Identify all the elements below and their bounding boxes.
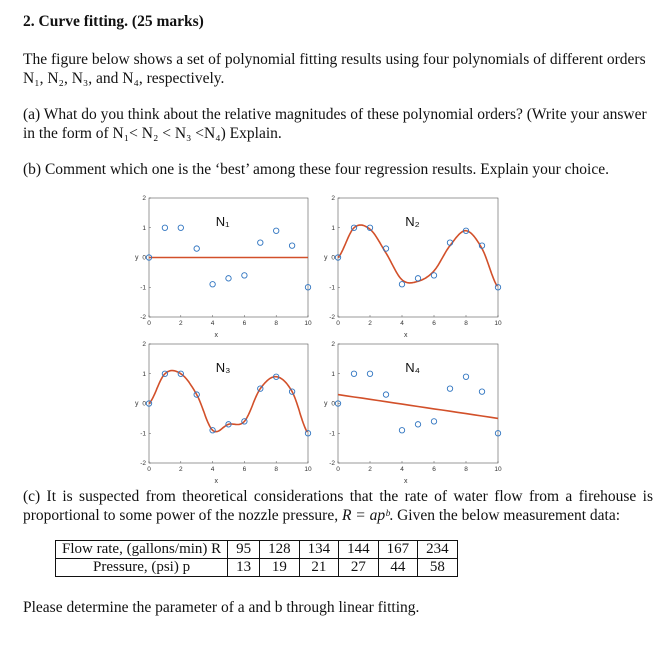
x-tick-label: 0 (147, 320, 151, 327)
y-tick-label: 1 (142, 370, 146, 378)
x-tick-label: 4 (400, 466, 404, 473)
row-label-pressure: Pressure, (psi) p (56, 559, 228, 577)
part-a-text: (a) What do you think about the relative magnitudes of these polynomial orders? (Write your answer in the form of N₁< N₂ < N₃ <N₄) Explain. (23, 106, 647, 142)
data-point (431, 419, 436, 424)
table-cell: 13 (228, 559, 260, 577)
data-point (399, 282, 404, 287)
x-tick-label: 0 (147, 466, 151, 473)
table-row (56, 541, 458, 559)
y-tick-label: 2 (331, 195, 335, 202)
x-tick-label: 6 (432, 320, 436, 327)
x-tick-label: 8 (274, 466, 279, 473)
y-tick-label: -1 (140, 430, 146, 438)
part-c-formula: R = apᵇ (341, 507, 390, 524)
data-point (194, 246, 199, 251)
y-axis-label: y (135, 254, 139, 262)
table-cell: 234 (418, 541, 458, 559)
closing-text: Please determine the parameter of a and b through linear fitting. (23, 599, 420, 616)
data-point (258, 240, 263, 245)
x-tick-label: 10 (304, 466, 312, 473)
x-tick-label: 4 (210, 466, 215, 473)
fit-curve (149, 371, 307, 433)
x-tick-label: 10 (494, 320, 502, 327)
intro-text: The figure below shows a set of polynomial fitting results using four polynomials of different orders N₁, N₂, N₃, and N₄, respectively. (23, 51, 646, 87)
table-cell: 44 (378, 559, 418, 577)
y-tick-label: -2 (140, 314, 146, 321)
y-tick-label: 2 (142, 195, 146, 202)
x-tick-label: 0 (336, 466, 340, 473)
plot-title: N₃ (215, 360, 231, 375)
x-tick-label: 2 (368, 320, 372, 327)
data-point (447, 386, 452, 391)
data-point (415, 276, 420, 281)
table-cell: 21 (299, 559, 339, 577)
row-label-flow: Flow rate, (gallons/min) R (56, 541, 228, 559)
plot-title: N₄ (405, 360, 420, 375)
data-point (351, 371, 356, 376)
x-tick-label: 4 (400, 320, 404, 327)
table-cell: 27 (339, 559, 379, 577)
data-point (162, 225, 167, 230)
data-point (210, 282, 215, 287)
y-tick-label: 1 (142, 224, 146, 232)
data-point (242, 273, 247, 278)
table-cell: 128 (260, 541, 300, 559)
x-axis-label: x (214, 478, 218, 485)
data-point (399, 428, 404, 433)
y-axis-label: y (135, 400, 139, 408)
part-c-text (23, 487, 653, 525)
y-tick-label: 1 (331, 224, 335, 232)
y-tick-label: 2 (142, 341, 146, 348)
part-b-text: (b) Comment which one is the ‘best’ among these four regression results. Explain your choice. (23, 161, 609, 178)
part-c-lead: (c) It is suspected from theoretical considerations that the rate of water flow from a firehouse is proportional to some power of the nozzle pressure, (23, 488, 653, 524)
data-point (367, 371, 372, 376)
y-tick-label: -2 (140, 460, 146, 467)
y-tick-label: -1 (140, 284, 146, 292)
table-cell: 58 (418, 559, 458, 577)
x-axis-label: x (404, 332, 408, 339)
fit-curve (338, 395, 498, 419)
data-point (383, 392, 388, 397)
x-tick-label: 6 (242, 320, 247, 327)
x-tick-label: 8 (464, 466, 468, 473)
x-tick-label: 4 (210, 320, 215, 327)
y-tick-label: 0 (142, 400, 146, 408)
y-axis-label: y (324, 400, 328, 408)
x-tick-label: 2 (368, 466, 372, 473)
y-axis-label: y (324, 254, 328, 262)
data-point (431, 273, 436, 278)
part-c-tail: . Given the below measurement data: (389, 507, 621, 524)
plot-title: N₁ (215, 214, 230, 229)
data-point (479, 389, 484, 394)
x-tick-label: 2 (178, 466, 183, 473)
x-tick-label: 2 (178, 320, 183, 327)
data-point (289, 243, 294, 248)
x-axis-label: x (404, 478, 408, 485)
y-tick-label: 2 (331, 341, 335, 348)
fit-curve (338, 225, 497, 286)
y-tick-label: 0 (331, 400, 335, 408)
data-point (274, 228, 279, 233)
x-tick-label: 8 (464, 320, 468, 327)
y-tick-label: -2 (329, 314, 335, 321)
x-tick-label: 0 (336, 320, 340, 327)
data-point (178, 225, 183, 230)
y-tick-label: -2 (329, 460, 335, 467)
measurement-table (55, 540, 458, 577)
table-cell: 19 (260, 559, 300, 577)
question-title: 2. Curve fitting. (25 marks) (23, 13, 204, 30)
x-tick-label: 6 (242, 466, 247, 473)
table-row (56, 559, 458, 577)
y-tick-label: 1 (331, 370, 335, 378)
x-tick-label: 10 (304, 320, 312, 327)
data-point (463, 374, 468, 379)
x-tick-label: 6 (432, 466, 436, 473)
x-tick-label: 8 (274, 320, 279, 327)
table-cell: 134 (299, 541, 339, 559)
data-point (415, 422, 420, 427)
y-tick-label: 0 (331, 254, 335, 262)
table-cell: 95 (228, 541, 260, 559)
plot-title: N₂ (405, 214, 420, 229)
data-point (226, 276, 231, 281)
table-cell: 167 (378, 541, 418, 559)
x-tick-label: 10 (494, 466, 502, 473)
x-axis-label: x (214, 332, 218, 339)
table-cell: 144 (339, 541, 379, 559)
y-tick-label: -1 (329, 430, 335, 438)
y-tick-label: -1 (329, 284, 335, 292)
y-tick-label: 0 (142, 254, 146, 262)
